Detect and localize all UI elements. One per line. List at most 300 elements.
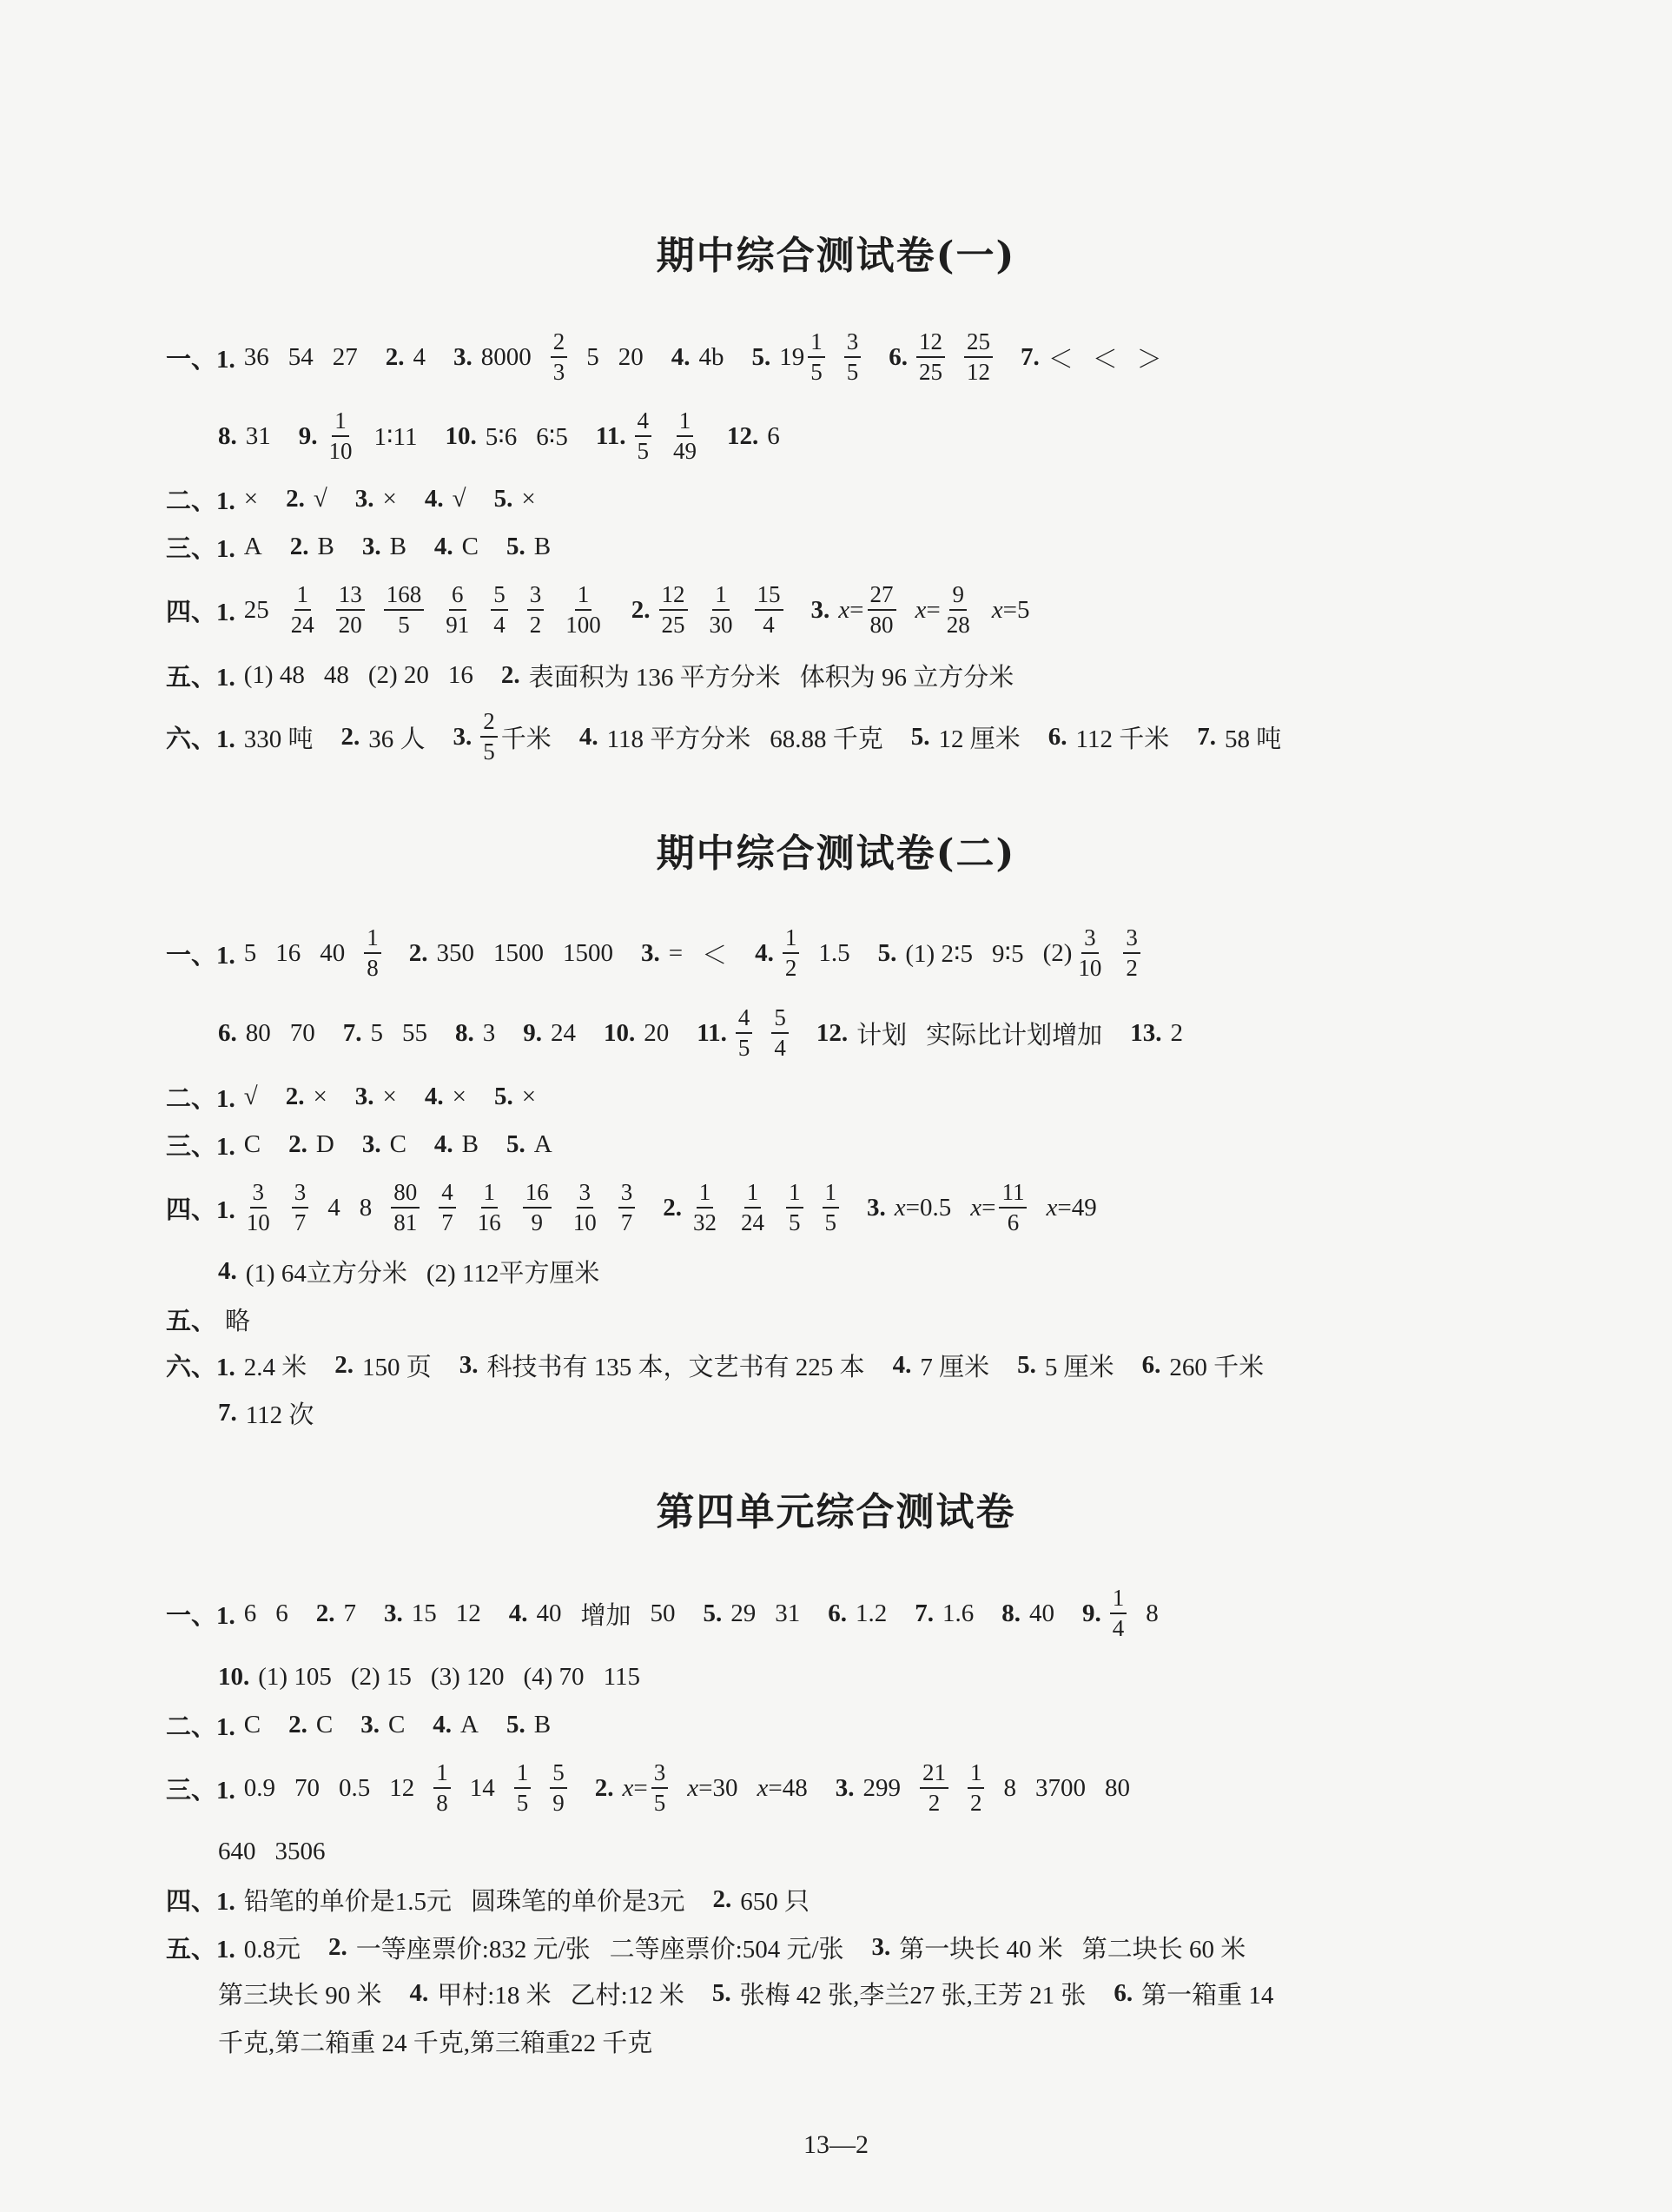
question-number: 5. bbox=[910, 722, 930, 751]
fraction-denominator: 4 bbox=[774, 1035, 786, 1061]
question-number: 2. bbox=[408, 938, 428, 967]
fraction-numerator: 27 bbox=[868, 583, 896, 611]
answer-value: 3 bbox=[482, 1018, 496, 1047]
answer-value: 29 bbox=[730, 1599, 757, 1627]
answer-value: (2) 112平方厘米 bbox=[426, 1259, 600, 1288]
fraction-denominator: 5 bbox=[789, 1209, 801, 1235]
question-number: 2. bbox=[289, 532, 309, 560]
fraction-denominator: 7 bbox=[620, 1209, 633, 1235]
answer-value: 3700 bbox=[1034, 1773, 1086, 1802]
fraction bbox=[1075, 926, 1104, 980]
answer-value: 5∶6 bbox=[485, 422, 518, 451]
answer-value: × bbox=[521, 484, 536, 513]
question-number: 4. bbox=[433, 1710, 453, 1738]
question-number: 三、1. bbox=[166, 534, 235, 563]
question-number: 4. bbox=[409, 1978, 429, 2007]
question-number: 4. bbox=[433, 532, 453, 560]
question-number: 12. bbox=[727, 421, 759, 450]
answer-value: 299 bbox=[862, 1773, 901, 1802]
answer-value: 58 吨 bbox=[1224, 725, 1282, 753]
fraction bbox=[514, 1761, 532, 1815]
answer-value: (3) 120 bbox=[430, 1662, 505, 1691]
answer-value: × bbox=[382, 1082, 397, 1110]
answer-line bbox=[166, 1173, 1116, 1242]
question-number: 6. bbox=[889, 342, 909, 371]
question-number: 2. bbox=[288, 1710, 307, 1738]
fraction-numerator: 5 bbox=[550, 1761, 567, 1789]
question-number: 4. bbox=[892, 1350, 912, 1379]
question-number: 4. bbox=[424, 484, 444, 513]
answer-line bbox=[166, 322, 1181, 392]
answer-value: √ bbox=[243, 1082, 258, 1110]
answer-value: (1) 2∶5 bbox=[905, 939, 974, 968]
question-number: 7. bbox=[1197, 722, 1216, 751]
fraction-denominator: 4 bbox=[493, 612, 506, 638]
fraction bbox=[786, 1181, 803, 1235]
answer-value: 千克,第二箱重 24 千克,第三箱重22 千克 bbox=[218, 2029, 653, 2057]
fraction bbox=[336, 583, 365, 637]
answer-value: 4b bbox=[698, 342, 724, 371]
answer-value: = bbox=[668, 938, 684, 967]
answer-value: 6 bbox=[275, 1599, 288, 1627]
answer-value: ＞ bbox=[1136, 345, 1162, 374]
fraction bbox=[1110, 1586, 1127, 1640]
page-number: 13—2 bbox=[803, 2130, 869, 2159]
answer-value: 张梅 42 张,李兰27 张,王芳 21 张 bbox=[739, 1981, 1087, 2010]
section-title: 期中综合测试卷(二) bbox=[656, 831, 1016, 876]
question-number: 2. bbox=[328, 1932, 347, 1961]
fraction bbox=[244, 1181, 273, 1235]
question-number: 3. bbox=[384, 1599, 403, 1627]
question-number: 二、1. bbox=[166, 1712, 235, 1741]
answer-line bbox=[166, 512, 570, 581]
question-number: 3. bbox=[453, 722, 473, 751]
question-number: 三、1. bbox=[166, 1776, 235, 1805]
answer-value: 二等座票价:504 元/张 bbox=[609, 1935, 844, 1964]
fraction-denominator: 7 bbox=[441, 1209, 453, 1235]
answer-value: × bbox=[521, 1082, 537, 1110]
fraction-denominator: 80 bbox=[869, 612, 894, 638]
question-number: 10. bbox=[604, 1018, 636, 1047]
answer-line bbox=[218, 2006, 671, 2076]
answer-value: B bbox=[533, 532, 552, 560]
fraction-denominator: 5 bbox=[653, 1790, 666, 1816]
answer-value: 1500 bbox=[493, 938, 545, 967]
fraction-denominator: 5 bbox=[483, 738, 495, 765]
answer-value: 5 bbox=[586, 342, 599, 371]
answer-value: 8000 bbox=[480, 342, 532, 371]
fraction-denominator: 2 bbox=[529, 612, 542, 638]
answer-line bbox=[166, 1690, 570, 1759]
fraction-numerator: 1 bbox=[514, 1761, 532, 1789]
fraction-denominator: 24 bbox=[741, 1209, 765, 1235]
answer-line bbox=[218, 401, 799, 471]
fraction-denominator: 5 bbox=[810, 359, 823, 385]
answer-value: 2 bbox=[1170, 1018, 1183, 1047]
answer-value: 36 人 bbox=[368, 725, 426, 753]
fraction-numerator: 9 bbox=[949, 583, 967, 611]
answer-line bbox=[166, 575, 1048, 645]
fraction-denominator: 5 bbox=[516, 1790, 529, 1816]
fraction-numerator: 1 bbox=[808, 330, 825, 358]
question-number: 2. bbox=[286, 484, 305, 513]
answer-value: 27 bbox=[332, 342, 358, 371]
answer-value: √ bbox=[313, 484, 327, 513]
answer-value: (1) 48 bbox=[243, 660, 305, 689]
answer-value: 第二块长 60 米 bbox=[1081, 1935, 1246, 1964]
answer-value: C bbox=[315, 1710, 334, 1738]
fraction bbox=[783, 926, 800, 980]
question-number: 3. bbox=[361, 1129, 381, 1158]
answer-line bbox=[166, 1330, 1283, 1400]
fraction-numerator: 11 bbox=[999, 1181, 1027, 1209]
question-number: 2. bbox=[663, 1193, 683, 1222]
fraction-numerator: 4 bbox=[736, 1006, 753, 1034]
answer-value: 表面积为 136 平方分米 bbox=[528, 663, 781, 692]
question-number: 6. bbox=[1141, 1350, 1161, 1379]
answer-line bbox=[218, 1236, 618, 1306]
question-number: 一、1. bbox=[166, 1601, 235, 1630]
fraction bbox=[635, 409, 652, 463]
fraction bbox=[916, 330, 945, 384]
question-number: 4. bbox=[755, 938, 774, 967]
fraction bbox=[999, 1181, 1027, 1235]
fraction bbox=[618, 1181, 636, 1235]
question-number: 2. bbox=[340, 722, 360, 751]
fraction-denominator: 5 bbox=[846, 359, 859, 385]
question-number: 12. bbox=[816, 1018, 849, 1047]
answer-value: 圆珠笔的单价是3元 bbox=[471, 1887, 685, 1916]
fraction-denominator: 30 bbox=[709, 612, 733, 638]
answer-value: 0.9 bbox=[243, 1773, 276, 1802]
answer-value: 330 吨 bbox=[243, 725, 314, 753]
answer-value: 增加 bbox=[580, 1601, 631, 1630]
answer-value: B bbox=[317, 532, 334, 560]
answer-value: 1∶11 bbox=[373, 422, 418, 451]
fraction-denominator: 100 bbox=[565, 612, 601, 638]
fraction-denominator: 8 bbox=[436, 1790, 448, 1816]
question-number: 6. bbox=[1047, 722, 1067, 751]
fraction-numerator: 5 bbox=[491, 583, 508, 611]
answer-value: C bbox=[243, 1129, 261, 1158]
answer-value: 0.8元 bbox=[243, 1935, 301, 1964]
answer-value: √ bbox=[452, 484, 466, 513]
answer-value: 计划 bbox=[856, 1021, 908, 1050]
question-number: 5. bbox=[703, 1599, 723, 1627]
fraction-numerator: 1 bbox=[1110, 1586, 1127, 1614]
fraction bbox=[651, 1761, 669, 1815]
answer-value: 31 bbox=[775, 1599, 801, 1627]
fraction bbox=[292, 1181, 309, 1235]
question-number: 8. bbox=[455, 1018, 474, 1047]
question-number: 9. bbox=[298, 421, 318, 450]
answer-value: 甲村:18 米 bbox=[437, 1981, 552, 2010]
answer-line bbox=[166, 918, 1160, 988]
fraction-denominator: 9 bbox=[531, 1209, 544, 1235]
question-number: 3. bbox=[354, 1082, 374, 1110]
question-number: 6. bbox=[1114, 1978, 1133, 2007]
fraction-denominator: 25 bbox=[661, 612, 685, 638]
fraction bbox=[808, 330, 825, 384]
fraction bbox=[523, 1181, 552, 1235]
fraction bbox=[1123, 926, 1140, 980]
question-number: 7. bbox=[1021, 342, 1040, 371]
answer-value: 118 平方分米 bbox=[606, 725, 751, 753]
answer-value: × bbox=[313, 1082, 327, 1110]
answer-value: 一等座票价:832 元/张 bbox=[355, 1935, 591, 1964]
fraction-numerator: 1 bbox=[575, 583, 592, 611]
answer-value: 1500 bbox=[563, 938, 614, 967]
fraction-denominator: 81 bbox=[393, 1209, 418, 1235]
question-number: 五、1. bbox=[166, 663, 235, 692]
question-number: 4. bbox=[424, 1082, 444, 1110]
answer-value: × bbox=[382, 484, 397, 513]
equation-answer: x=30 bbox=[687, 1773, 738, 1802]
fraction-numerator: 3 bbox=[844, 330, 862, 358]
answer-value: 20 bbox=[644, 1018, 670, 1047]
answer-line bbox=[166, 1109, 572, 1179]
answer-value: B bbox=[533, 1710, 552, 1738]
equation-answer: x=49 bbox=[1046, 1193, 1097, 1222]
answer-value: 48 bbox=[323, 660, 349, 689]
fraction bbox=[920, 1761, 948, 1815]
equation-answer: x= bbox=[622, 1773, 648, 1802]
fraction-numerator: 1 bbox=[783, 926, 800, 954]
question-number: 5. bbox=[711, 1978, 731, 2007]
answer-value: 68.88 千克 bbox=[770, 725, 883, 753]
answer-line bbox=[218, 998, 1202, 1068]
answer-value: 260 千米 bbox=[1169, 1353, 1265, 1381]
fraction-denominator: 5 bbox=[824, 1209, 837, 1235]
answer-value: 千米 bbox=[500, 725, 552, 753]
answer-value: 7 厘米 bbox=[920, 1353, 990, 1381]
fraction-denominator: 2 bbox=[1126, 955, 1138, 981]
answer-value: ＜ bbox=[1092, 345, 1118, 374]
answer-value: (1) 105 bbox=[258, 1662, 332, 1691]
fraction bbox=[443, 583, 472, 637]
fraction bbox=[691, 1181, 719, 1235]
fraction-numerator: 1 bbox=[697, 1181, 714, 1209]
question-number: 8. bbox=[218, 421, 237, 450]
answer-value: 54 bbox=[287, 342, 314, 371]
fraction-denominator: 20 bbox=[338, 612, 362, 638]
question-number: 六、1. bbox=[166, 1353, 235, 1381]
equation-answer: x= bbox=[838, 595, 864, 624]
answer-value: 1.2 bbox=[856, 1599, 888, 1627]
question-number: 11. bbox=[595, 421, 626, 450]
fraction-numerator: 3 bbox=[292, 1181, 309, 1209]
answer-value: B bbox=[461, 1129, 479, 1158]
answer-value: 36 bbox=[243, 342, 269, 371]
answer-value: 第一块长 40 米 bbox=[899, 1935, 1063, 1964]
answer-line bbox=[166, 1579, 1178, 1648]
answer-value: 第一箱重 14 bbox=[1141, 1981, 1274, 2010]
fraction bbox=[571, 1181, 599, 1235]
fraction-denominator: 8 bbox=[367, 955, 379, 981]
fraction bbox=[771, 1006, 789, 1060]
question-number: 四、1. bbox=[166, 1887, 235, 1916]
question-number: 2. bbox=[500, 660, 520, 689]
answer-value: B bbox=[389, 532, 406, 560]
fraction bbox=[327, 409, 355, 463]
answer-value: 5 bbox=[370, 1018, 383, 1047]
question-number: 2. bbox=[288, 1129, 307, 1158]
fraction bbox=[738, 1181, 767, 1235]
fraction bbox=[391, 1181, 420, 1235]
answer-value: 40 bbox=[320, 938, 346, 967]
question-number: 6. bbox=[218, 1018, 237, 1047]
answer-value: × bbox=[243, 484, 259, 513]
answer-value: 80 bbox=[1104, 1773, 1130, 1802]
fraction-numerator: 1 bbox=[744, 1181, 762, 1209]
answer-value: 650 只 bbox=[740, 1887, 810, 1916]
question-number: 3. bbox=[867, 1193, 886, 1222]
answer-value: C bbox=[461, 532, 479, 560]
question-number: 四、1. bbox=[166, 1195, 235, 1224]
fraction-denominator: 10 bbox=[246, 1209, 270, 1235]
question-number: 5. bbox=[506, 1129, 525, 1158]
answer-line bbox=[166, 640, 1033, 710]
fraction-numerator: 16 bbox=[523, 1181, 552, 1209]
question-number: 5. bbox=[493, 484, 513, 513]
fraction-numerator: 1 bbox=[481, 1181, 499, 1209]
fraction-numerator: 1 bbox=[677, 409, 694, 437]
question-number: 4. bbox=[218, 1256, 237, 1285]
fraction-numerator: 1 bbox=[786, 1181, 803, 1209]
fraction-denominator: 3 bbox=[552, 359, 565, 385]
question-number: 3. bbox=[360, 1710, 380, 1738]
answer-value: 16 bbox=[447, 660, 473, 689]
answer-value: 640 bbox=[218, 1837, 256, 1865]
answer-value: 0.5 bbox=[339, 1773, 371, 1802]
answer-value: 5 厘米 bbox=[1044, 1353, 1114, 1381]
fraction bbox=[491, 583, 508, 637]
fraction bbox=[968, 1761, 985, 1815]
question-number: 五、 bbox=[166, 1307, 217, 1335]
fraction bbox=[844, 330, 862, 384]
answer-value: 体积为 96 立方分米 bbox=[799, 663, 1014, 692]
fraction-denominator: 4 bbox=[1112, 1615, 1125, 1641]
fraction-numerator: 3 bbox=[618, 1181, 636, 1209]
question-number: 7. bbox=[218, 1398, 237, 1427]
answer-value: 6 bbox=[243, 1599, 257, 1627]
question-number: 2. bbox=[315, 1599, 335, 1627]
question-number: 一、1. bbox=[166, 941, 235, 970]
fraction-numerator: 3 bbox=[651, 1761, 669, 1789]
question-number: 五、1. bbox=[166, 1935, 235, 1964]
answer-value: 70 bbox=[289, 1018, 315, 1047]
question-number: 10. bbox=[445, 421, 477, 450]
answer-value: 25 bbox=[243, 595, 269, 624]
question-number: 6. bbox=[828, 1599, 848, 1627]
fraction-numerator: 1 bbox=[433, 1761, 451, 1789]
answer-value: 1.6 bbox=[942, 1599, 975, 1627]
fraction-denominator: 91 bbox=[446, 612, 470, 638]
section-title: 第四单元综合测试卷 bbox=[656, 1490, 1016, 1534]
question-number: 4. bbox=[508, 1599, 528, 1627]
question-number: 9. bbox=[1082, 1599, 1101, 1627]
question-number: 11. bbox=[697, 1018, 727, 1047]
answer-value: D bbox=[315, 1129, 334, 1158]
answer-value: 112 千米 bbox=[1075, 725, 1170, 753]
equation-answer: x= bbox=[915, 595, 941, 624]
fraction bbox=[527, 583, 545, 637]
fraction-numerator: 1 bbox=[968, 1761, 985, 1789]
equation-answer: x=48 bbox=[757, 1773, 808, 1802]
answer-value: × bbox=[452, 1082, 467, 1110]
fraction-numerator: 3 bbox=[577, 1181, 594, 1209]
answer-value: 80 bbox=[245, 1018, 271, 1047]
fraction-denominator: 32 bbox=[693, 1209, 717, 1235]
question-number: 4. bbox=[578, 722, 598, 751]
fraction bbox=[433, 1761, 451, 1815]
question-number: 四、1. bbox=[166, 598, 235, 626]
answer-value: 6∶5 bbox=[536, 422, 568, 451]
question-number: 5. bbox=[506, 1710, 525, 1738]
equation-answer: x=5 bbox=[991, 595, 1030, 624]
fraction-denominator: 24 bbox=[290, 612, 314, 638]
question-number: 2. bbox=[285, 1082, 305, 1110]
fraction-denominator: 2 bbox=[928, 1790, 941, 1816]
fraction-numerator: 1 bbox=[332, 409, 349, 437]
fraction-numerator: 21 bbox=[920, 1761, 948, 1789]
fraction-denominator: 12 bbox=[967, 359, 991, 385]
answer-value: A bbox=[460, 1710, 479, 1738]
fraction bbox=[755, 583, 783, 637]
question-number: 5. bbox=[751, 342, 771, 371]
answer-value: A bbox=[243, 532, 262, 560]
answer-value: ＜ bbox=[1047, 345, 1074, 374]
fraction bbox=[563, 583, 604, 637]
answer-value: C bbox=[243, 1710, 261, 1738]
question-number: 13. bbox=[1130, 1018, 1162, 1047]
question-number: 二、1. bbox=[166, 487, 235, 515]
fraction bbox=[364, 926, 381, 980]
question-number: 10. bbox=[218, 1662, 250, 1691]
fraction-denominator: 28 bbox=[946, 612, 970, 638]
answer-value: 15 bbox=[411, 1599, 437, 1627]
fraction-numerator: 4 bbox=[635, 409, 652, 437]
fraction bbox=[384, 583, 425, 637]
question-number: 2. bbox=[334, 1350, 354, 1379]
answer-value: (2) 15 bbox=[350, 1662, 412, 1691]
answer-value: 70 bbox=[294, 1773, 321, 1802]
fraction-denominator: 16 bbox=[477, 1209, 501, 1235]
fraction bbox=[671, 409, 699, 463]
question-number: 2. bbox=[385, 342, 405, 371]
answer-value: (2) bbox=[1042, 938, 1073, 967]
fraction-numerator: 1 bbox=[823, 1181, 840, 1209]
answer-value: 31 bbox=[245, 421, 271, 450]
answer-value: 50 bbox=[650, 1599, 676, 1627]
answer-value: 第三块长 90 米 bbox=[218, 1981, 382, 2010]
answer-value: 4 bbox=[413, 342, 426, 371]
fraction bbox=[480, 710, 498, 764]
fraction-denominator: 5 bbox=[398, 612, 410, 638]
answer-value: 实际比计划增加 bbox=[926, 1021, 1103, 1050]
question-number: 3. bbox=[871, 1932, 891, 1961]
answer-value: 150 页 bbox=[362, 1353, 432, 1381]
answer-value: (1) 64立方分米 bbox=[245, 1259, 407, 1288]
fraction bbox=[288, 583, 317, 637]
question-number: 9. bbox=[523, 1018, 542, 1047]
fraction bbox=[551, 330, 568, 384]
fraction-numerator: 5 bbox=[771, 1006, 789, 1034]
fraction-numerator: 3 bbox=[1081, 926, 1099, 954]
answer-line bbox=[166, 1753, 1149, 1823]
answer-value: 40 bbox=[536, 1599, 562, 1627]
question-number: 3. bbox=[453, 342, 473, 371]
